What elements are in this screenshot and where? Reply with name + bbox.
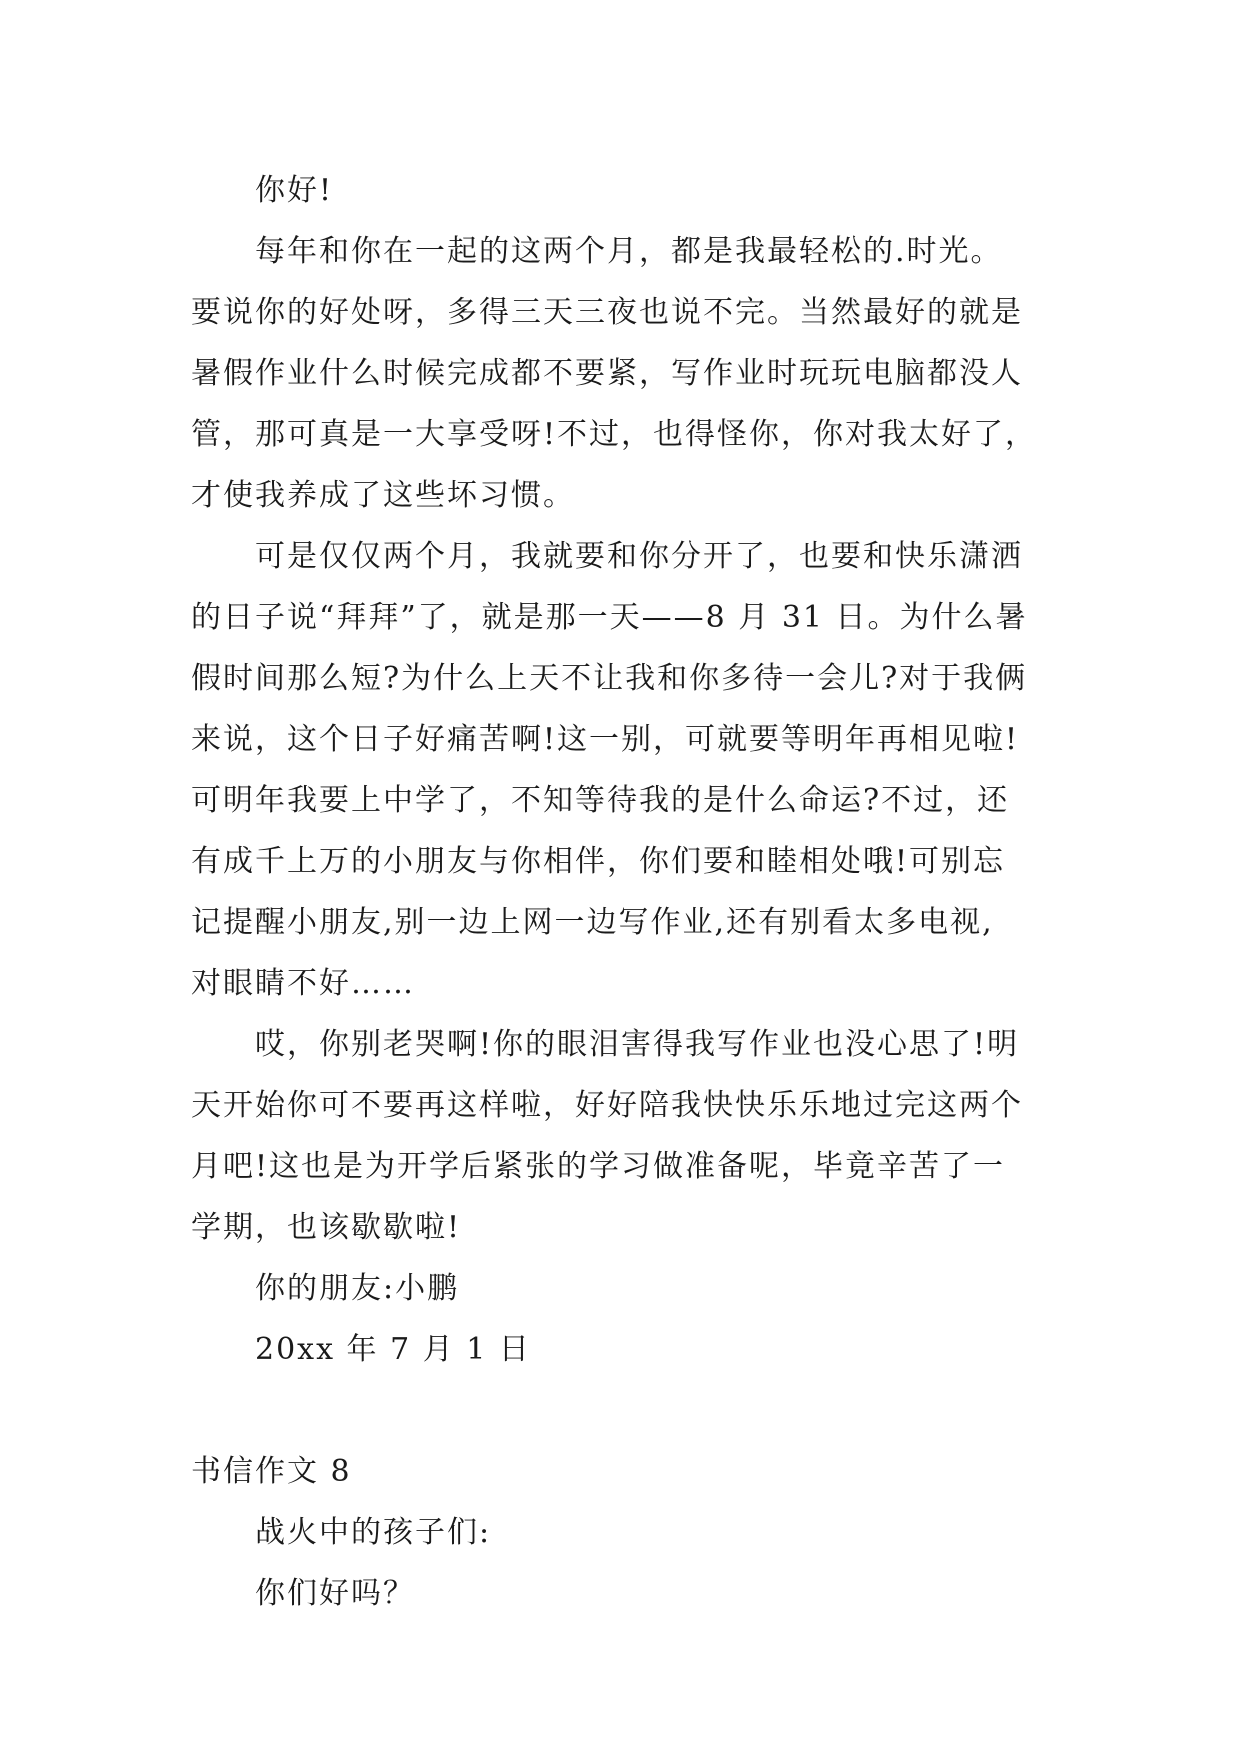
next-letter-line: 你们好吗？ [255, 1576, 415, 1611]
document-page [191, 160, 1061, 1624]
paragraph-3 [191, 1014, 1061, 1258]
paragraph-line: 假时间那么短?为什么上天不让我和你多待一会儿?对于我俩 [191, 661, 1028, 696]
paragraph-line: 暑假作业什么时候完成都不要紧，写作业时玩玩电脑都没人 [191, 356, 1023, 391]
paragraph-1 [191, 221, 1061, 526]
paragraph-line: 可明年我要上中学了，不知等待我的是什么命运?不过，还 [191, 783, 1010, 818]
letter-signature: 你的朋友:小鹏 [255, 1271, 460, 1306]
paragraph-line: 记提醒小朋友,别一边上网一边写作业,还有别看太多电视, [191, 905, 994, 940]
section-spacer [191, 1380, 1061, 1441]
paragraph-line: 可是仅仅两个月，我就要和你分开了，也要和快乐潇洒 [255, 539, 1023, 574]
paragraph-line: 月吧!这也是为开学后紧张的学习做准备呢，毕竟辛苦了一 [191, 1149, 1006, 1184]
letter-date: 20xx 年 7 月 1 日 [255, 1332, 531, 1367]
paragraph-line: 对眼睛不好…… [191, 966, 415, 1001]
paragraph-line: 管，那可真是一大享受呀!不过，也得怪你，你对我太好了， [191, 417, 1038, 452]
section-title: 书信作文 8 [191, 1454, 352, 1489]
paragraph-line: 才使我养成了这些坏习惯。 [191, 478, 575, 513]
paragraph-line: 每年和你在一起的这两个月，都是我最轻松的.时光。 [255, 234, 1003, 269]
paragraph-line: 有成千上万的小朋友与你相伴，你们要和睦相处哦!可别忘 [191, 844, 1006, 879]
letter-greeting: 你好! [255, 173, 334, 208]
paragraph-2 [191, 526, 1061, 1014]
paragraph-line: 要说你的好处呀，多得三天三夜也说不完。当然最好的就是 [191, 295, 1023, 330]
next-letter-greeting: 战火中的孩子们: [255, 1515, 492, 1550]
paragraph-line: 哎，你别老哭啊!你的眼泪害得我写作业也没心思了!明 [255, 1027, 1020, 1062]
paragraph-line: 的日子说“拜拜”了，就是那一天——8 月 31 日。为什么暑 [191, 600, 1028, 635]
paragraph-line: 学期，也该歇歇啦! [191, 1210, 462, 1245]
paragraph-line: 天开始你可不要再这样啦，好好陪我快快乐乐地过完这两个 [191, 1088, 1023, 1123]
paragraph-line: 来说，这个日子好痛苦啊!这一别，可就要等明年再相见啦! [191, 722, 1020, 757]
